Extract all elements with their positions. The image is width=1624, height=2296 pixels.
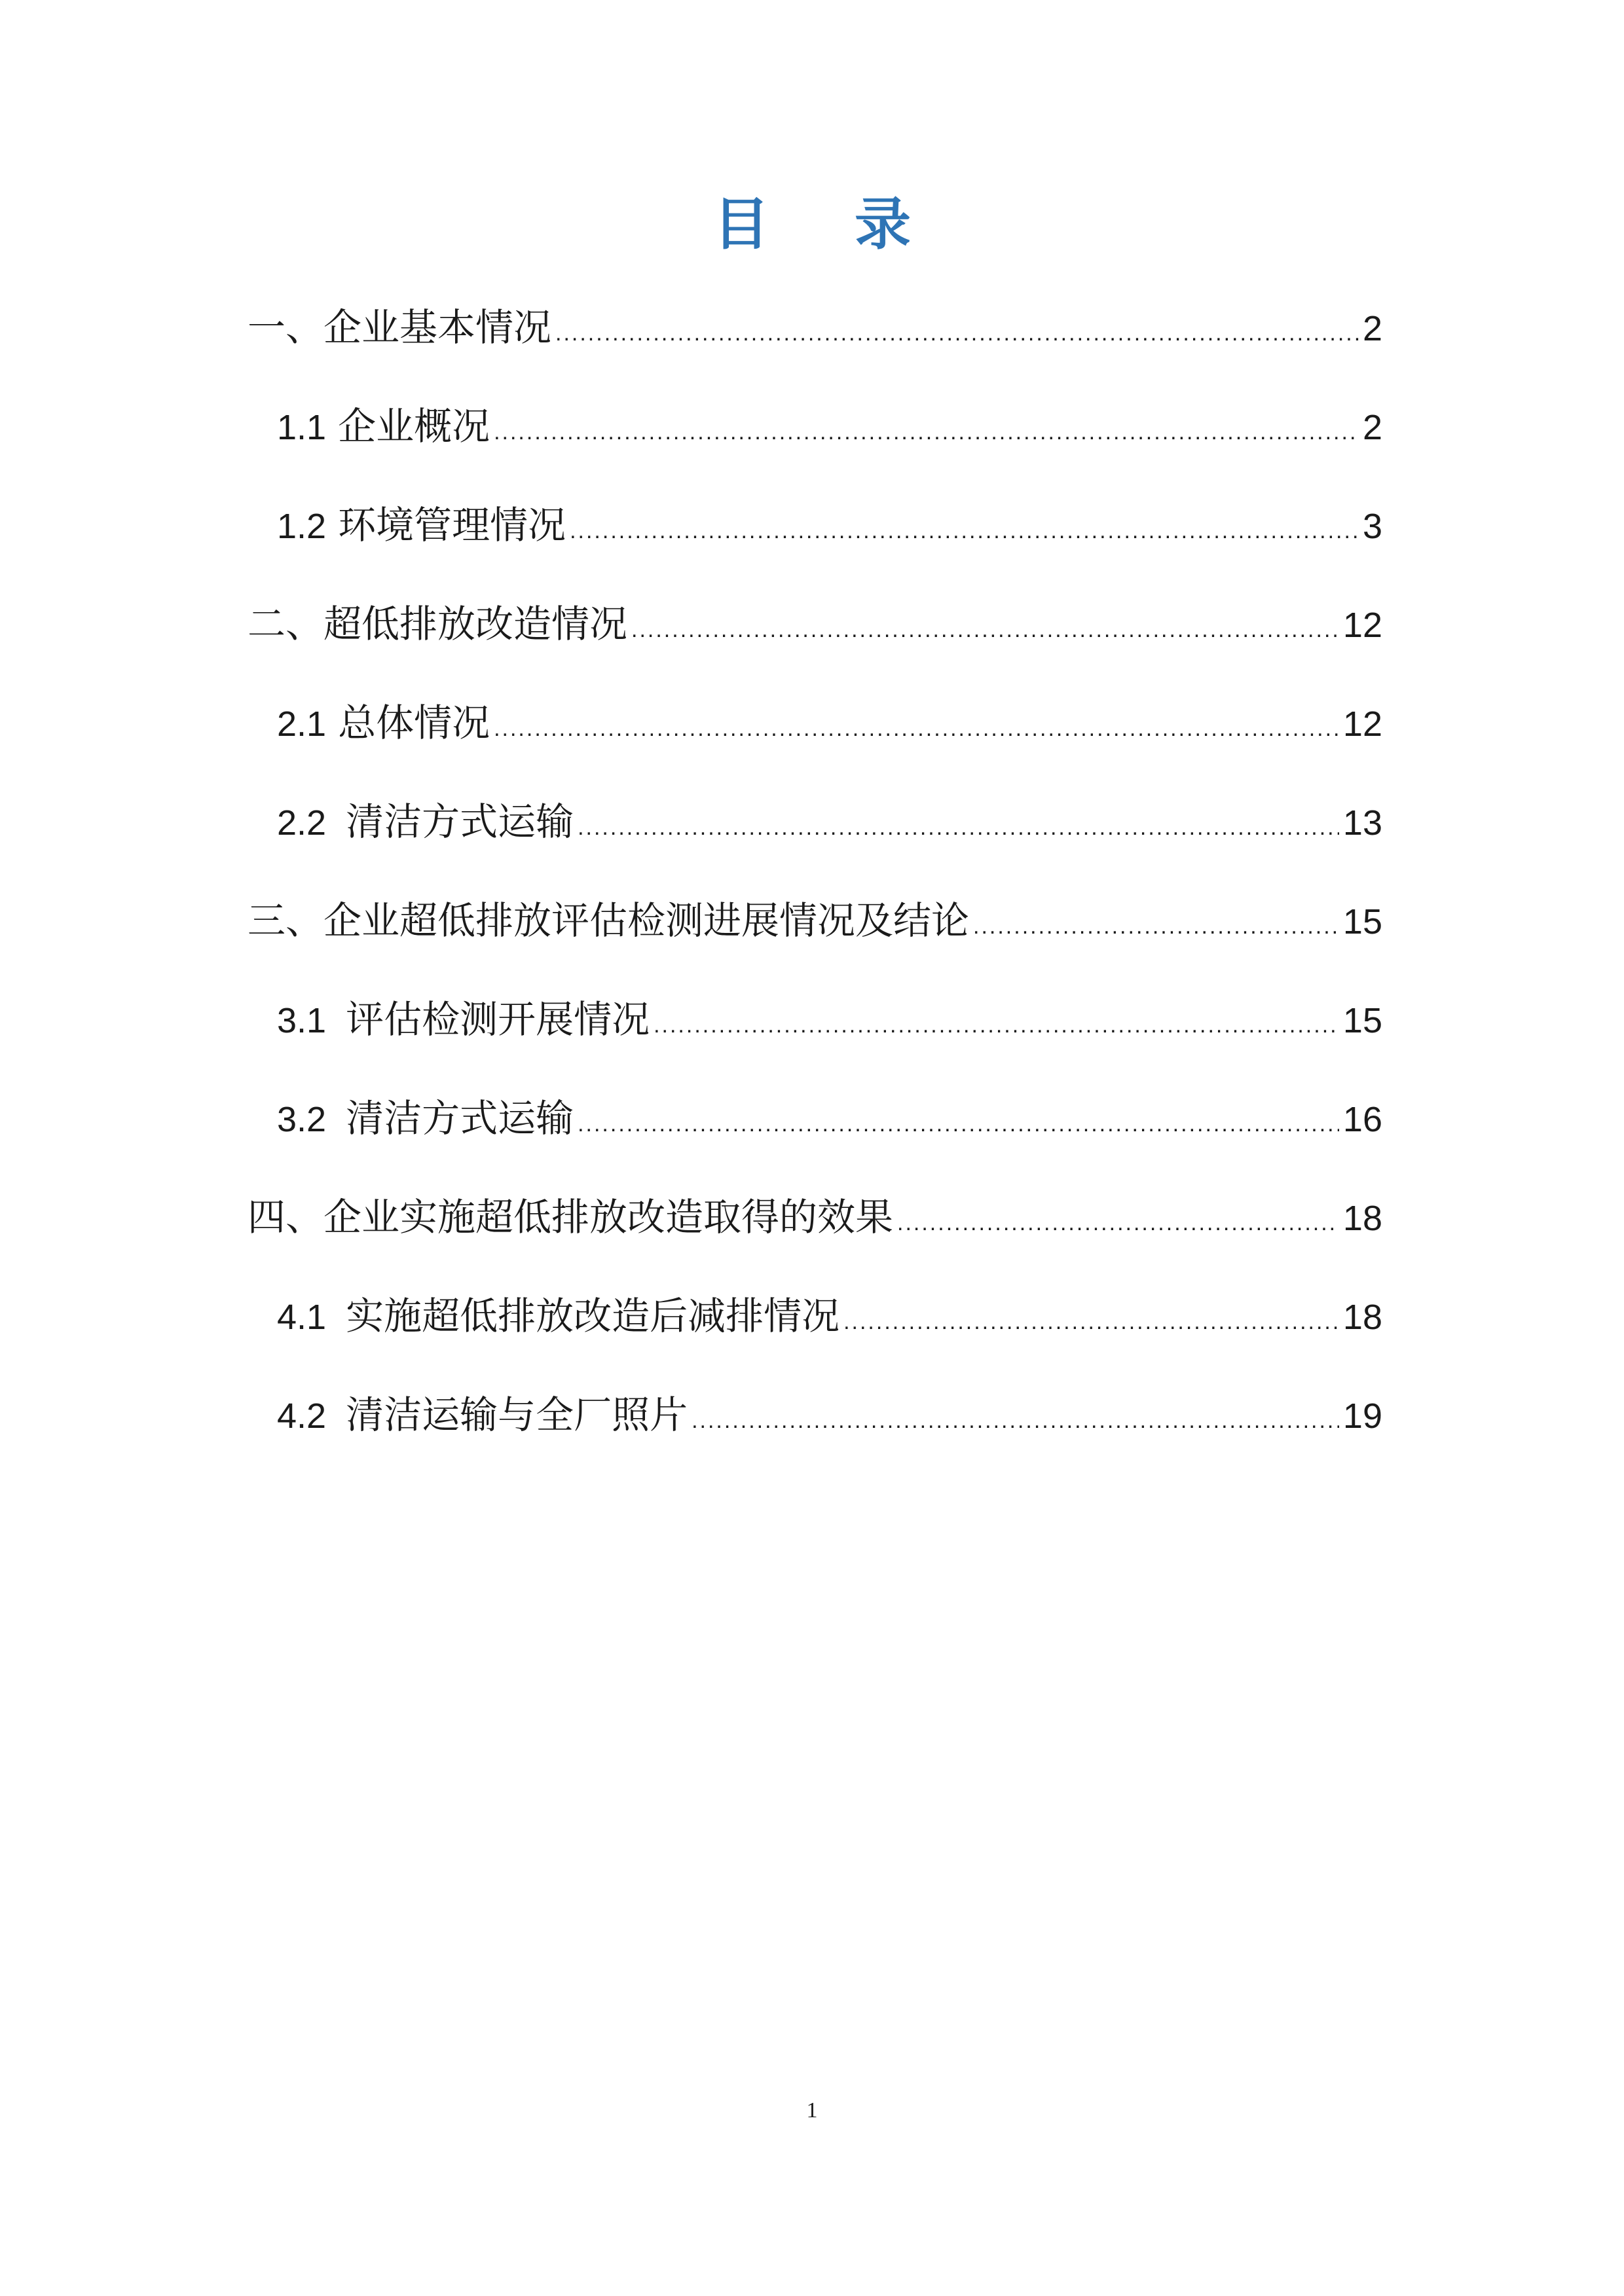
toc-entry-number: 3.1 bbox=[277, 1001, 327, 1040]
toc-entry-page: 16 bbox=[1342, 1100, 1382, 1139]
toc-entry-3-2[interactable] bbox=[248, 1085, 1382, 1184]
toc-entry-page: 13 bbox=[1342, 803, 1382, 843]
toc-entry-text: 企业概况 bbox=[338, 404, 490, 448]
toc-entry-text: 总体情况 bbox=[338, 701, 490, 745]
toc-entry-text: 环境管理情况 bbox=[338, 503, 566, 547]
toc-entry-page: 19 bbox=[1342, 1396, 1382, 1436]
toc-list bbox=[248, 295, 1382, 1481]
toc-entry-2[interactable] bbox=[248, 591, 1382, 690]
toc-leader-dots bbox=[843, 1289, 1339, 1355]
toc-entry-text: 二、超低排放改造情况 bbox=[248, 602, 628, 646]
toc-entry-number: 1.1 bbox=[277, 408, 327, 447]
toc-leader-dots bbox=[570, 498, 1359, 564]
toc-title-part-2: 录 bbox=[855, 191, 911, 257]
toc-entry-number: 4.2 bbox=[277, 1396, 327, 1436]
toc-entry-page: 3 bbox=[1362, 507, 1382, 546]
toc-entry-page: 2 bbox=[1362, 408, 1382, 447]
toc-entry-4-2[interactable] bbox=[248, 1382, 1382, 1481]
toc-entry-page: 15 bbox=[1342, 902, 1382, 941]
toc-entry-2-2[interactable] bbox=[248, 789, 1382, 888]
toc-leader-dots bbox=[897, 1190, 1339, 1256]
toc-entry-page: 2 bbox=[1362, 309, 1382, 348]
toc-leader-dots bbox=[631, 597, 1339, 663]
toc-entry-3-1[interactable] bbox=[248, 987, 1382, 1085]
footer-page-number: 1 bbox=[806, 2098, 818, 2123]
toc-entry-number: 1.2 bbox=[277, 507, 327, 546]
toc-entry-number: 3.2 bbox=[277, 1100, 327, 1139]
toc-leader-dots bbox=[578, 795, 1339, 860]
toc-title bbox=[0, 191, 1624, 257]
toc-entry-text: 一、企业基本情况 bbox=[248, 305, 552, 350]
toc-entry-1-2[interactable] bbox=[248, 492, 1382, 591]
toc-entry-text: 四、企业实施超低排放改造取得的效果 bbox=[248, 1195, 894, 1239]
toc-leader-dots bbox=[494, 696, 1339, 761]
toc-entry-text: 清洁方式运输 bbox=[346, 1096, 574, 1140]
toc-entry-1-1[interactable] bbox=[248, 393, 1382, 492]
toc-leader-dots bbox=[578, 1091, 1339, 1157]
toc-entry-number: 4.1 bbox=[277, 1298, 327, 1337]
toc-entry-page: 12 bbox=[1342, 704, 1382, 744]
toc-entry-text: 评估检测开展情况 bbox=[346, 997, 650, 1042]
toc-entry-text: 三、企业超低排放评估检测进展情况及结论 bbox=[248, 898, 970, 943]
toc-entry-page: 15 bbox=[1342, 1001, 1382, 1040]
toc-leader-dots bbox=[654, 993, 1339, 1058]
toc-entry-text: 清洁方式运输 bbox=[346, 799, 574, 844]
toc-entry-3[interactable] bbox=[248, 888, 1382, 987]
toc-entry-page: 12 bbox=[1342, 606, 1382, 645]
toc-leader-dots bbox=[692, 1388, 1339, 1453]
toc-leader-dots bbox=[494, 399, 1359, 465]
toc-leader-dots bbox=[555, 301, 1359, 366]
toc-title-part-1: 目 bbox=[713, 191, 769, 257]
toc-entry-4[interactable] bbox=[248, 1184, 1382, 1283]
toc-entry-page: 18 bbox=[1342, 1298, 1382, 1337]
toc-leader-dots bbox=[973, 894, 1339, 959]
toc-entry-number: 2.1 bbox=[277, 704, 327, 744]
toc-entry-4-1[interactable] bbox=[248, 1283, 1382, 1382]
toc-entry-1[interactable] bbox=[248, 295, 1382, 393]
toc-entry-page: 18 bbox=[1342, 1199, 1382, 1238]
toc-entry-2-1[interactable] bbox=[248, 690, 1382, 789]
toc-entry-text: 清洁运输与全厂照片 bbox=[346, 1393, 688, 1437]
toc-entry-number: 2.2 bbox=[277, 803, 327, 843]
toc-entry-text: 实施超低排放改造后减排情况 bbox=[346, 1294, 840, 1338]
